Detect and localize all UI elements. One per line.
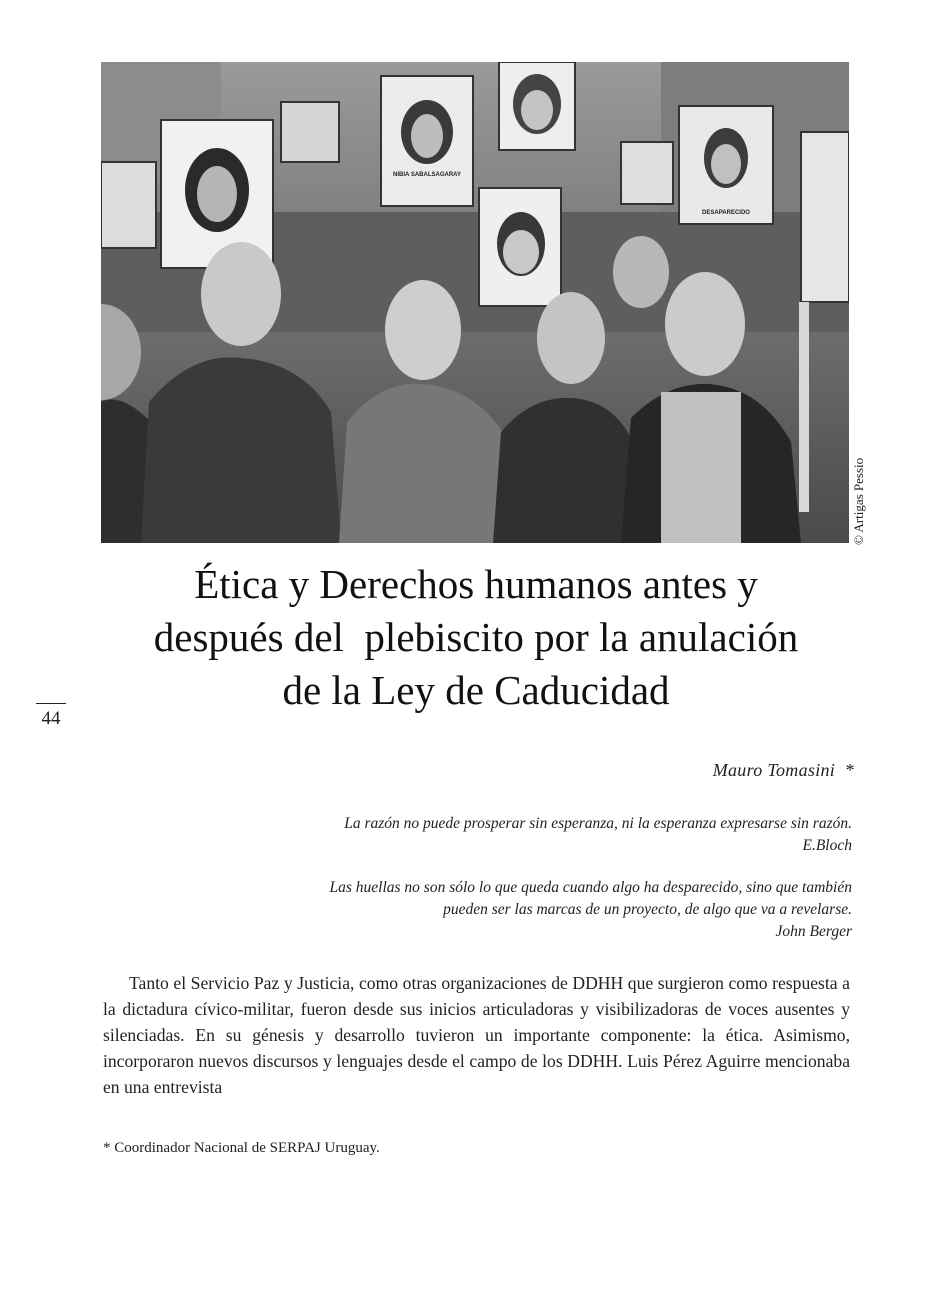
placard bbox=[679, 106, 773, 224]
title-line: de la Ley de Caducidad bbox=[282, 667, 670, 713]
march-photo bbox=[101, 62, 849, 543]
epigraph-attribution: John Berger bbox=[775, 923, 852, 940]
epigraph bbox=[329, 877, 852, 943]
placard bbox=[101, 162, 156, 248]
march-photo-graphic bbox=[101, 62, 849, 543]
placard-caption: DESAPARECIDO bbox=[702, 210, 750, 216]
page-number-rule bbox=[36, 703, 66, 704]
sign-pole bbox=[799, 302, 809, 512]
epigraph-attribution: E.Bloch bbox=[802, 837, 852, 854]
epigraph-quote: La razón no puede prosperar sin esperanza, ni la esperanza expresarse sin razón. bbox=[344, 815, 852, 832]
footnote: * Coordinador Nacional de SERPAJ Uruguay. bbox=[103, 1140, 380, 1156]
body-paragraph: Tanto el Servicio Paz y Justicia, como otras organizaciones de DDHH que surgieron como respuesta a la dictadura cívico-militar, fueron desde sus inicios articuladoras y visibilizadoras de voces ausentes y silenciadas. En su génesis y desarrollo tuvieron un importante componente: la ética. Asimismo, incorporaron nuevos discursos y lenguajes desde el campo de los DDHH. Luis Pérez Aguirre mencionaba en una entrevista bbox=[103, 973, 850, 1097]
placard bbox=[161, 120, 273, 268]
placard bbox=[499, 62, 575, 150]
placard bbox=[381, 76, 473, 206]
placard-caption: NIBIA SABALSAGARAY bbox=[393, 172, 461, 178]
page-number: 44 bbox=[41, 708, 61, 729]
epigraph-quote: Las huellas no son sólo lo que queda cuando algo ha desparecido, sino que también bbox=[329, 879, 852, 896]
placard bbox=[621, 142, 673, 204]
title-line: después del plebiscito por la anulación bbox=[153, 614, 799, 660]
placard bbox=[801, 132, 849, 302]
epigraph-quote: pueden ser las marcas de un proyecto, de algo que va a revelarse. bbox=[443, 901, 852, 918]
placard bbox=[479, 188, 561, 306]
author-byline: Mauro Tomasini * bbox=[712, 760, 854, 780]
article-title bbox=[100, 558, 852, 717]
placard bbox=[281, 102, 339, 162]
epigraph bbox=[344, 813, 852, 857]
title-line: Ética y Derechos humanos antes y bbox=[194, 561, 758, 607]
